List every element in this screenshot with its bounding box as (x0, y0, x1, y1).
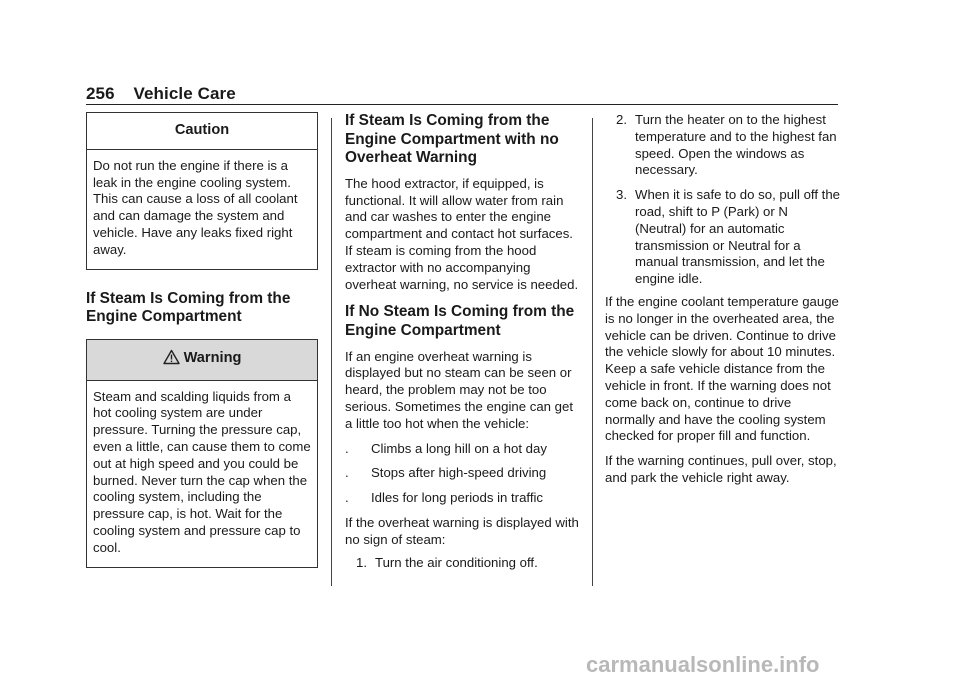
caution-text: Do not run the engine if there is a leak in the engine cooling system. This can cause a loss of all coolant and can damage the system and vehicle. Have any leaks fixed right away. (93, 157, 298, 257)
column-divider-1 (331, 118, 332, 586)
warning-header (87, 340, 317, 381)
column-3 (605, 112, 841, 487)
column-1 (86, 112, 318, 568)
page-header (86, 84, 236, 104)
warning-text: Steam and scalding liquids from a hot cooling system are under pressure. Turning the pressure cap, even a little, can cause them to come out at high speed and you could be burned. Never turn the cap when the cooling system, including the pressure cap, is hot. Wait for the cooling system and pressure cap to cool. (93, 388, 311, 555)
section1-heading: If Steam Is Coming from the Engine Compartment (86, 289, 291, 326)
bullet-text: Climbs a long hill on a hot day (371, 440, 547, 456)
column-divider-2 (592, 118, 593, 586)
coolant-paragraph: If the engine coolant temperature gauge is no longer in the overheated area, the vehicle can be driven. Continue to drive the vehicle slowly for about 10 minutes. Keep a safe vehicle distance from the vehicle in front. If the warning does not come back on, continue to drive normally and have the cooling system checked for proper fill and function. (605, 293, 839, 444)
section-title: Vehicle Care (133, 84, 236, 103)
caution-box (86, 112, 318, 270)
step-item (605, 187, 841, 288)
step-item (345, 555, 580, 572)
steps-intro: If the overheat warning is displayed with no sign of steam: (345, 514, 579, 547)
step-number: 3. (616, 187, 627, 203)
section3-heading: If No Steam Is Coming from the Engine Compartment (345, 303, 575, 339)
step-text: When it is safe to do so, pull off the road, shift to P (Park) or N (Neutral) for an automatic transmission or Neutral for a manual transmission, and let the engine idle. (635, 187, 841, 287)
bullet-text: Idles for long periods in traffic (371, 490, 544, 506)
section2-text: The hood extractor, if equipped, is functional. It will allow water from rain and car washes to enter the engine compartment and contact hot surfaces. If steam is coming from the hood extractor with no accompanying overheat warning, no service is needed. (345, 175, 579, 292)
watermark: carmanualsonline.info (586, 652, 820, 677)
list-item: . Climbs a long hill on a hot day (345, 440, 547, 456)
list-item: . Stops after high-speed driving (345, 465, 547, 481)
column-2 (345, 112, 580, 571)
warning-continues-paragraph: If the warning continues, pull over, stop, and park the vehicle right away. (605, 453, 837, 485)
warning-title: Warning (183, 349, 242, 366)
warning-box (86, 339, 318, 568)
step-number: 1. (356, 554, 367, 570)
step-number: 2. (616, 112, 627, 127)
section2-heading: If Steam Is Coming from the Engine Compartment with no Overheat Warning (345, 112, 559, 167)
header-rule (86, 104, 838, 105)
caution-title: Caution (87, 113, 317, 150)
list-item: . Idles for long periods in traffic (345, 490, 544, 506)
page-number: 256 (86, 84, 115, 103)
step-item (605, 112, 841, 179)
step-text: Turn the air conditioning off. (375, 554, 538, 570)
section3-intro: If an engine overheat warning is displayed but no steam can be seen or heard, the problem may not be too serious. Sometimes the engine can get a little too hot when the vehicle: (345, 348, 573, 431)
warning-triangle-icon (163, 349, 180, 370)
bullet-text: Stops after high-speed driving (371, 465, 547, 481)
step-text: Turn the heater on to the highest temperature and to the highest fan speed. Open the windows as necessary. (635, 112, 837, 178)
